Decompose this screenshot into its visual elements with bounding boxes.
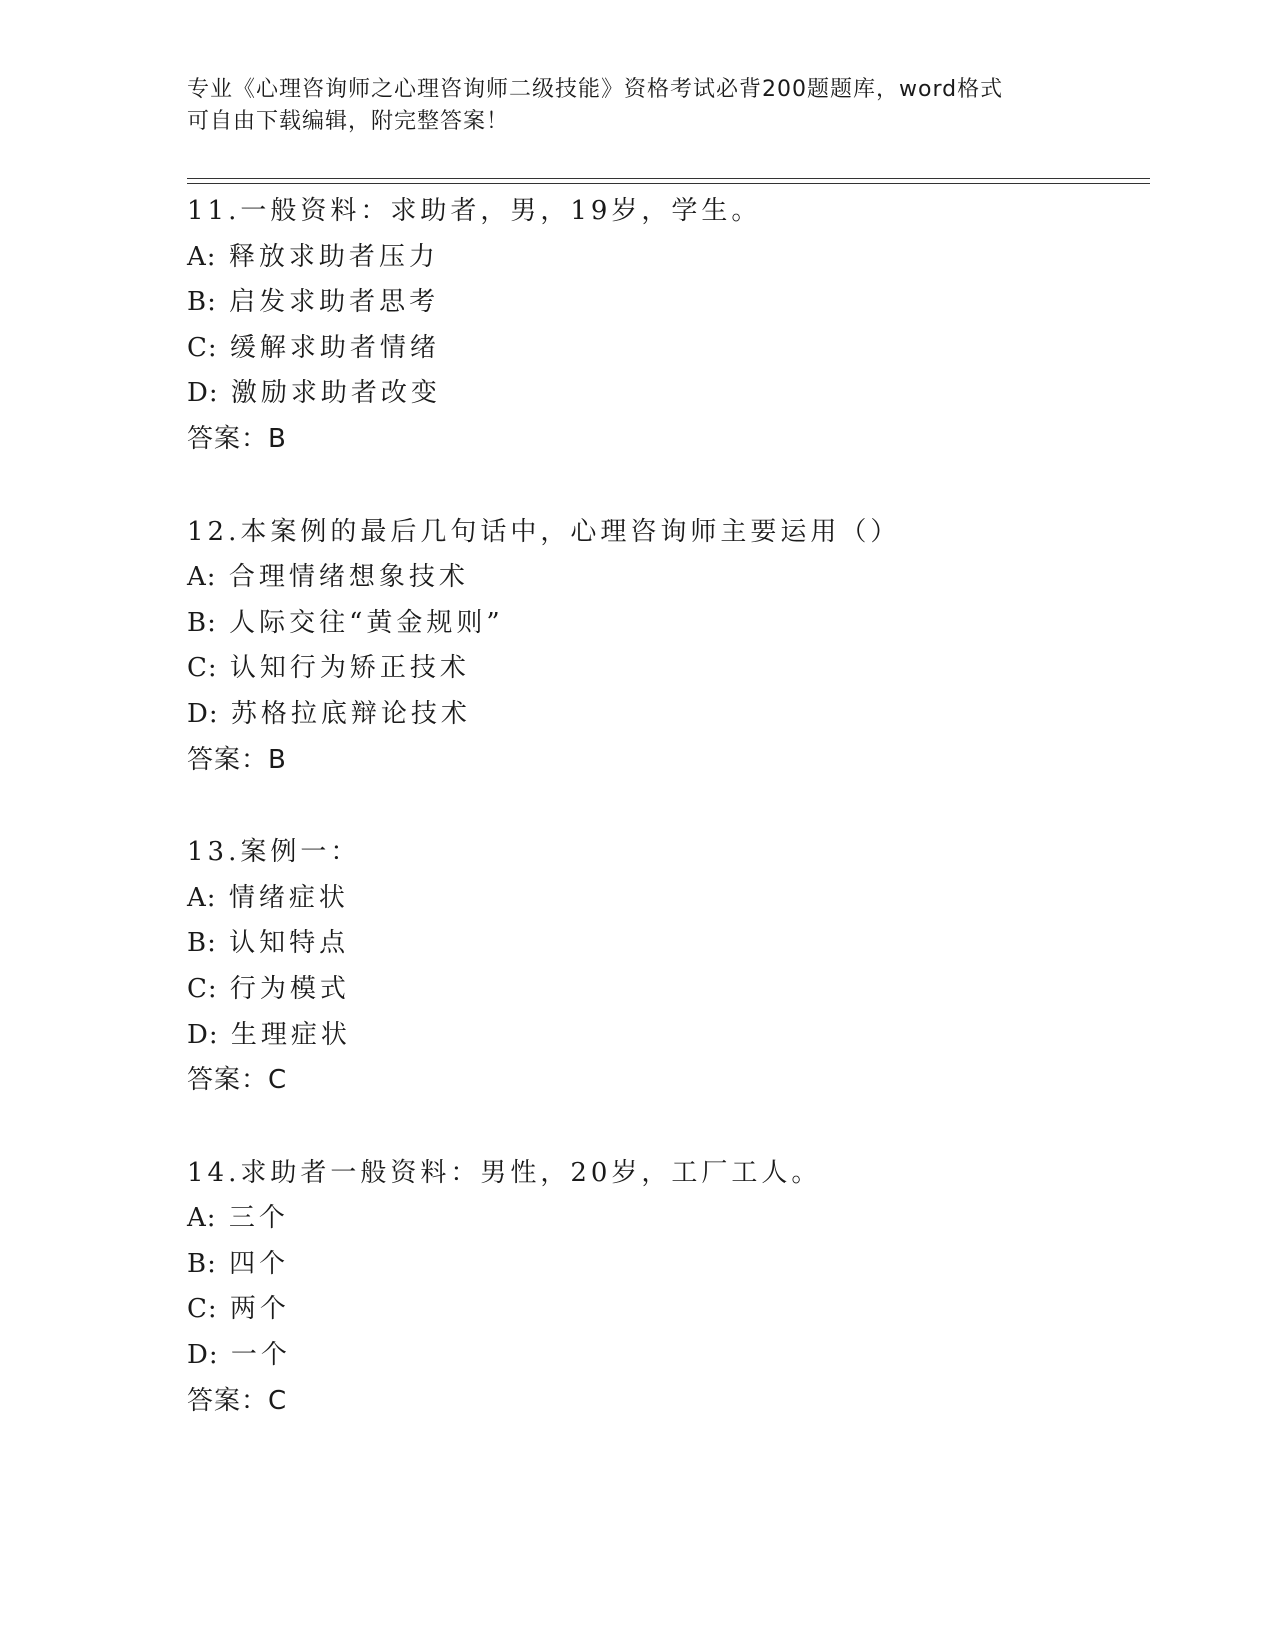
option-d	[187, 371, 1147, 417]
option-a	[187, 1196, 1147, 1242]
option-b	[187, 280, 1147, 326]
answer-line: 答案：B	[187, 744, 287, 775]
option-label: D:	[187, 698, 219, 729]
question-stem: 13.案例一：	[187, 837, 361, 868]
option-text: 三个	[228, 1203, 289, 1234]
option-label: C:	[187, 1294, 218, 1325]
answer-line: 答案：C	[187, 1385, 288, 1416]
option-label: C:	[187, 973, 218, 1004]
option-a	[187, 876, 1147, 922]
answer-line: 答案：B	[187, 423, 287, 454]
option-d	[187, 692, 1147, 738]
option-text: 合理情绪想象技术	[228, 562, 469, 593]
option-text: 启发求助者思考	[229, 287, 440, 318]
option-label: B:	[187, 928, 217, 959]
header-divider-bottom	[187, 183, 1150, 184]
option-label: A:	[187, 562, 217, 593]
option-text: 人际交往“黄金规则”	[229, 607, 504, 638]
option-a	[187, 235, 1147, 281]
option-text: 缓解求助者情绪	[229, 332, 440, 363]
option-label: B:	[187, 287, 217, 318]
question-stem: 12.本案例的最后几句话中，心理咨询师主要运用（）	[187, 516, 901, 547]
option-label: A:	[187, 882, 217, 913]
question-list	[187, 189, 1147, 1471]
option-d	[187, 1013, 1147, 1059]
question-11	[187, 189, 1147, 463]
option-text: 生理症状	[230, 1019, 351, 1050]
question-stem: 14.求助者一般资料：男性，20岁，工厂工人。	[187, 1157, 822, 1188]
question-12	[187, 510, 1147, 784]
option-b	[187, 921, 1147, 967]
header-divider-top	[187, 178, 1150, 179]
option-label: C:	[187, 332, 218, 363]
option-label: A:	[187, 241, 217, 272]
option-text: 一个	[230, 1340, 291, 1371]
header-title-line-1: 专业《心理咨询师之心理咨询师二级技能》资格考试必背200题题库，word格式	[187, 77, 1004, 102]
option-text: 释放求助者压力	[228, 241, 439, 272]
option-text: 四个	[229, 1248, 290, 1279]
question-14	[187, 1151, 1147, 1425]
option-c	[187, 326, 1147, 372]
option-text: 苏格拉底辩论技术	[230, 698, 471, 729]
option-text: 行为模式	[229, 973, 350, 1004]
option-label: D:	[187, 1340, 219, 1371]
document-header	[187, 74, 1067, 138]
option-label: C:	[187, 653, 218, 684]
option-label: B:	[187, 607, 217, 638]
header-title-line-2: 可自由下载编辑，附完整答案！	[187, 109, 510, 134]
option-b	[187, 601, 1147, 647]
option-label: B:	[187, 1248, 217, 1279]
option-text: 认知行为矫正技术	[229, 653, 470, 684]
option-text: 激励求助者改变	[230, 378, 441, 409]
question-13	[187, 830, 1147, 1104]
option-text: 两个	[229, 1294, 290, 1325]
option-label: D:	[187, 378, 219, 409]
option-text: 情绪症状	[228, 882, 349, 913]
option-c	[187, 967, 1147, 1013]
option-label: D:	[187, 1019, 219, 1050]
option-c	[187, 646, 1147, 692]
option-a	[187, 555, 1147, 601]
option-b	[187, 1242, 1147, 1288]
option-c	[187, 1287, 1147, 1333]
question-stem: 11.一般资料：求助者，男，19岁，学生。	[187, 196, 762, 226]
answer-line: 答案：C	[187, 1065, 288, 1096]
option-d	[187, 1333, 1147, 1379]
option-text: 认知特点	[229, 928, 350, 959]
option-label: A:	[187, 1203, 217, 1234]
